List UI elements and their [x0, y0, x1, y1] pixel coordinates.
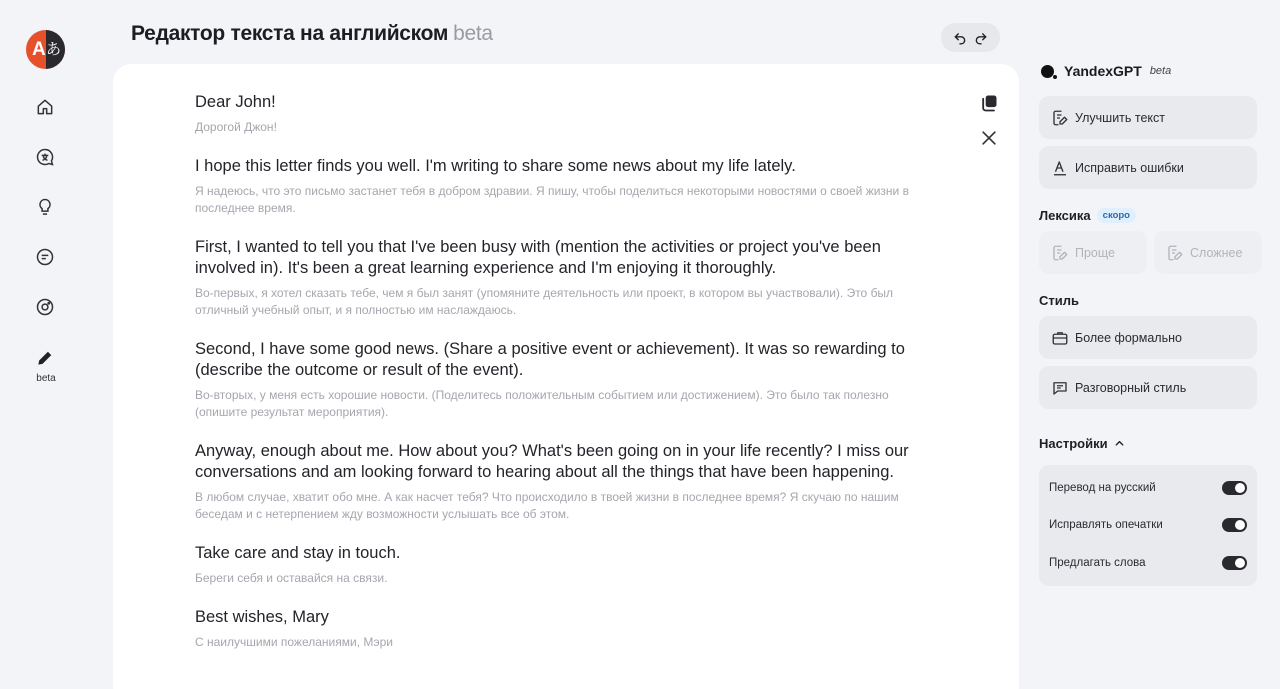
style-title-text: Стиль	[1039, 293, 1079, 308]
logo-glyph: あ	[45, 41, 61, 58]
setting-row	[1049, 515, 1247, 535]
spellcheck-icon	[1051, 159, 1069, 177]
message-icon	[35, 247, 55, 267]
improve-text-button[interactable]	[1039, 96, 1257, 139]
soon-badge: скоро	[1097, 208, 1136, 223]
suggest-words-toggle[interactable]	[1222, 556, 1247, 570]
setting-row	[1049, 553, 1247, 573]
brand-name: YandexGPT	[1064, 63, 1142, 79]
simpler-label: Проще	[1075, 245, 1115, 260]
russian-translation: Во-вторых, у меня есть хорошие новости. (Поделитесь положительным событием или достижением). Это было так полезно (опишите результат мероприятия).	[195, 388, 889, 419]
casual-style-label: Разговорный стиль	[1075, 380, 1187, 395]
logo-letter: A	[32, 39, 46, 60]
lexicon-title-text: Лексика	[1039, 208, 1091, 223]
nav-editor[interactable]	[33, 346, 57, 370]
editor-text[interactable]	[195, 92, 915, 671]
russian-translation: Береги себя и оставайся на связи.	[195, 571, 388, 585]
russian-translation: В любом случае, хватит обо мне. А как насчет тебя? Что происходило в твоей жизни в последнее время? Я скучаю по нашим беседам и с нетерпением жду возможности услышать все об этом.	[195, 490, 899, 521]
english-text[interactable]: Dear John!	[195, 93, 276, 111]
copy-icon	[979, 93, 999, 113]
left-nav	[0, 0, 92, 689]
setting-row	[1049, 478, 1247, 498]
paragraph[interactable]	[195, 156, 915, 217]
app-logo[interactable]	[26, 30, 65, 69]
russian-translation: Дорогой Джон!	[195, 120, 277, 134]
home-icon	[35, 97, 55, 117]
simpler-button[interactable]	[1039, 231, 1147, 274]
edit-document-icon	[1051, 109, 1069, 127]
paragraph[interactable]	[195, 339, 915, 421]
nav-camera[interactable]	[33, 295, 57, 319]
english-text[interactable]: Best wishes, Mary	[195, 608, 329, 626]
paragraph[interactable]	[195, 543, 915, 587]
pencil-icon	[35, 348, 55, 368]
paragraph[interactable]	[195, 607, 915, 651]
english-text[interactable]: Anyway, enough about me. How about you? What's been going on in your life recently? I miss our conversations and am looking forward to hearing about all the things that have been happening.	[195, 442, 909, 481]
undo-icon	[953, 31, 967, 45]
close-icon	[979, 128, 999, 148]
paragraph[interactable]	[195, 441, 915, 523]
page-title	[131, 22, 493, 46]
setting-label: Перевод на русский	[1049, 482, 1156, 494]
editor-card	[113, 64, 1019, 689]
nav-home[interactable]	[33, 95, 57, 119]
edit-document-icon	[1166, 244, 1184, 262]
undo-redo-group	[941, 23, 1000, 52]
brand	[1041, 63, 1171, 79]
improve-text-label: Улучшить текст	[1075, 110, 1166, 125]
nav-messages[interactable]	[33, 245, 57, 269]
brand-beta-badge: beta	[1149, 65, 1172, 77]
undo-button[interactable]	[953, 31, 967, 45]
lexicon-title	[1039, 208, 1136, 223]
russian-translation: Во-первых, я хотел сказать тебе, чем я был занят (упомяните деятельность или проект, в котором вы участвовали). Это был отличный учебный опыт, и я полностью им наслаждаюсь.	[195, 286, 894, 317]
edit-document-icon	[1051, 244, 1069, 262]
paragraph[interactable]	[195, 92, 915, 136]
redo-icon	[974, 31, 988, 45]
chat-bubble-icon	[1051, 379, 1069, 397]
russian-translation: Я надеюсь, что это письмо застанет тебя в добром здравии. Я пишу, чтобы поделиться некоторыми новостями о своей жизни в последнее время.	[195, 184, 909, 215]
russian-translation: С наилучшими пожеланиями, Мэри	[195, 635, 393, 649]
english-text[interactable]: Second, I have some good news. (Share a positive event or achievement). It was so rewarding to (describe the outcome or result of the event).	[195, 340, 905, 379]
typo-fix-toggle[interactable]	[1222, 518, 1247, 532]
english-text[interactable]: Take care and stay in touch.	[195, 544, 401, 562]
briefcase-icon	[1051, 329, 1069, 347]
yandexgpt-logo-icon	[1041, 65, 1054, 78]
nav-translate[interactable]	[33, 145, 57, 169]
harder-label: Сложнее	[1190, 245, 1243, 260]
setting-label: Исправлять опечатки	[1049, 519, 1163, 531]
page-title-text: Редактор текста на английском	[131, 22, 449, 45]
english-text[interactable]: First, I wanted to tell you that I've been busy with (mention the activities or project you've been involved in). It's been a great learning experience and I'm enjoying it thoroughly.	[195, 238, 881, 277]
casual-style-button[interactable]	[1039, 366, 1257, 409]
more-formal-button[interactable]	[1039, 316, 1257, 359]
copy-button[interactable]	[979, 93, 999, 113]
setting-label: Предлагать слова	[1049, 557, 1146, 569]
chevron-up-icon	[1114, 438, 1125, 449]
lightbulb-icon	[35, 197, 55, 217]
english-text[interactable]: I hope this letter finds you well. I'm writing to share some news about my life lately.	[195, 157, 796, 175]
harder-button[interactable]	[1154, 231, 1262, 274]
page-title-beta: beta	[453, 22, 493, 45]
style-title	[1039, 293, 1079, 308]
translate-toggle[interactable]	[1222, 481, 1247, 495]
settings-title-text: Настройки	[1039, 436, 1108, 451]
redo-button[interactable]	[974, 31, 988, 45]
fix-errors-button[interactable]	[1039, 146, 1257, 189]
nav-editor-label: beta	[36, 373, 56, 384]
fix-errors-label: Исправить ошибки	[1075, 160, 1184, 175]
paragraph[interactable]	[195, 237, 915, 319]
camera-icon	[35, 297, 55, 317]
settings-panel	[1039, 465, 1257, 586]
more-formal-label: Более формально	[1075, 330, 1182, 345]
chat-translate-icon	[35, 147, 55, 167]
close-button[interactable]	[979, 128, 999, 148]
nav-ideas[interactable]	[33, 195, 57, 219]
settings-toggle[interactable]	[1039, 436, 1125, 451]
